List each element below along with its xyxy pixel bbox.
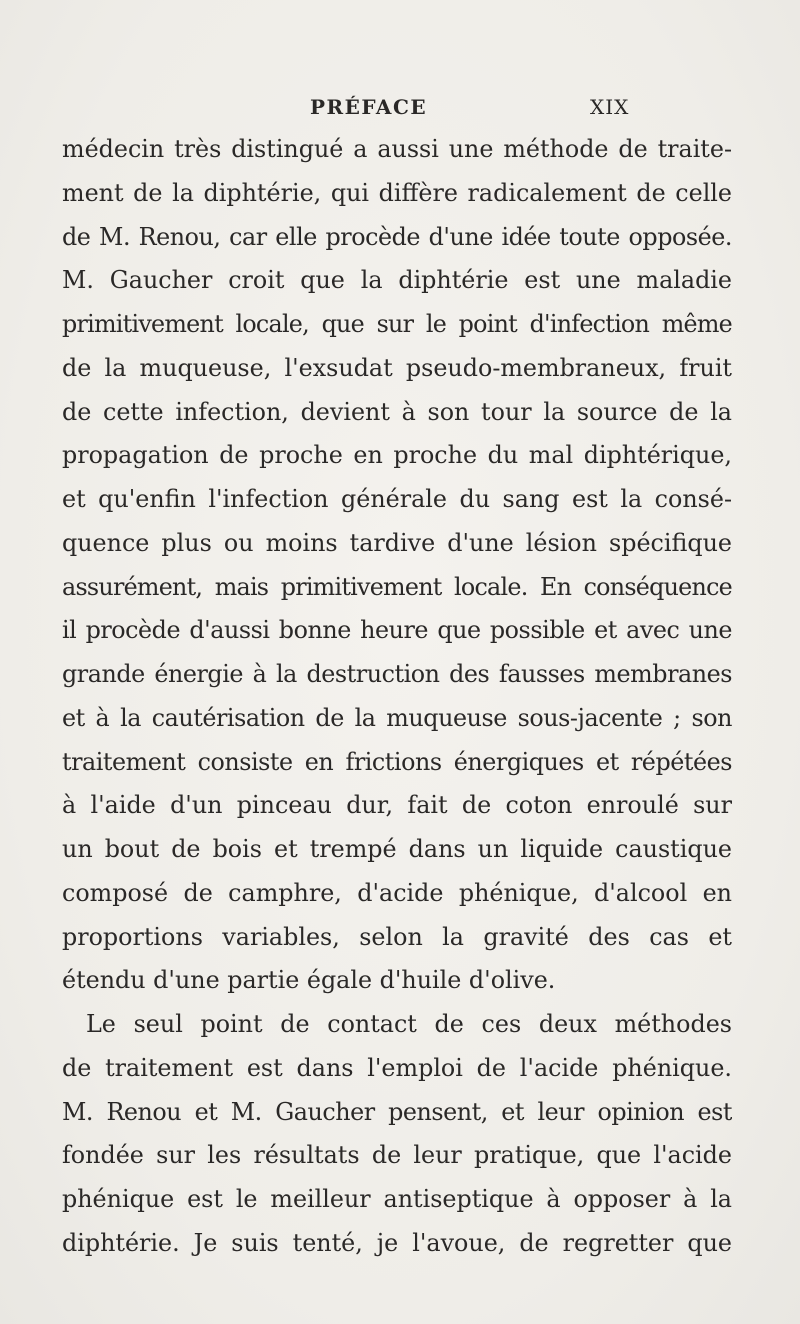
text-line: et qu'enfin l'infection générale du sang est la consé- xyxy=(62,485,732,513)
text-line: phénique est le meilleur antiseptique à opposer à la xyxy=(62,1185,732,1213)
text-line: un bout de bois et trempé dans un liquide caustique xyxy=(62,835,732,863)
text-line: de cette infection, devient à son tour la source de la xyxy=(62,397,732,426)
paragraph-first-line: Le seul point de contact de ces deux méthodes xyxy=(86,1010,732,1038)
text-line: propagation de proche en proche du mal diphtérique, xyxy=(62,441,732,470)
text-line: à l'aide d'un pinceau dur, fait de coton enroulé sur xyxy=(62,791,732,820)
text-line: traitement consiste en frictions énergiques et répétées xyxy=(62,747,732,776)
text-line: fondée sur les résultats de leur pratique, que l'acide xyxy=(62,1141,732,1170)
text-line: médecin très distingué a aussi une méthode de traite- xyxy=(62,135,732,163)
text-line: ment de la diphtérie, qui diffère radicalement de celle xyxy=(62,178,732,207)
text-line: composé de camphre, d'acide phénique, d'alcool en xyxy=(62,878,732,907)
text-line: M. Renou et M. Gaucher pensent, et leur opinion est xyxy=(62,1097,732,1126)
text-line: étendu d'une partie égale d'huile d'olive. xyxy=(62,966,556,995)
text-line: il procède d'aussi bonne heure que possible et avec une xyxy=(62,616,732,645)
text-line: de M. Renou, car elle procède d'une idée toute opposée. xyxy=(62,222,732,251)
text-line: de la muqueuse, l'exsudat pseudo-membraneux, fruit xyxy=(62,353,732,382)
text-line: assurément, mais primitivement locale. En conséquence xyxy=(62,572,732,601)
text-line: grande énergie à la destruction des fausses membranes xyxy=(62,660,732,688)
body-text xyxy=(62,128,732,1266)
text-line: et à la cautérisation de la muqueuse sous-jacente ; son xyxy=(62,703,732,732)
page-number: XIX xyxy=(590,95,630,119)
running-head-title: PRÉFACE xyxy=(310,95,428,119)
text-line: quence plus ou moins tardive d'une lésion spécifique xyxy=(62,528,732,557)
text-line: de traitement est dans l'emploi de l'acide phénique. xyxy=(62,1053,732,1082)
text-line: diphtérie. Je suis tenté, je l'avoue, de regretter que xyxy=(62,1228,732,1257)
text-line: proportions variables, selon la gravité des cas et xyxy=(62,922,732,951)
text-line: primitivement locale, que sur le point d'infection même xyxy=(62,310,732,338)
text-line: M. Gaucher croit que la diphtérie est une maladie xyxy=(62,266,732,295)
running-head xyxy=(0,95,800,123)
